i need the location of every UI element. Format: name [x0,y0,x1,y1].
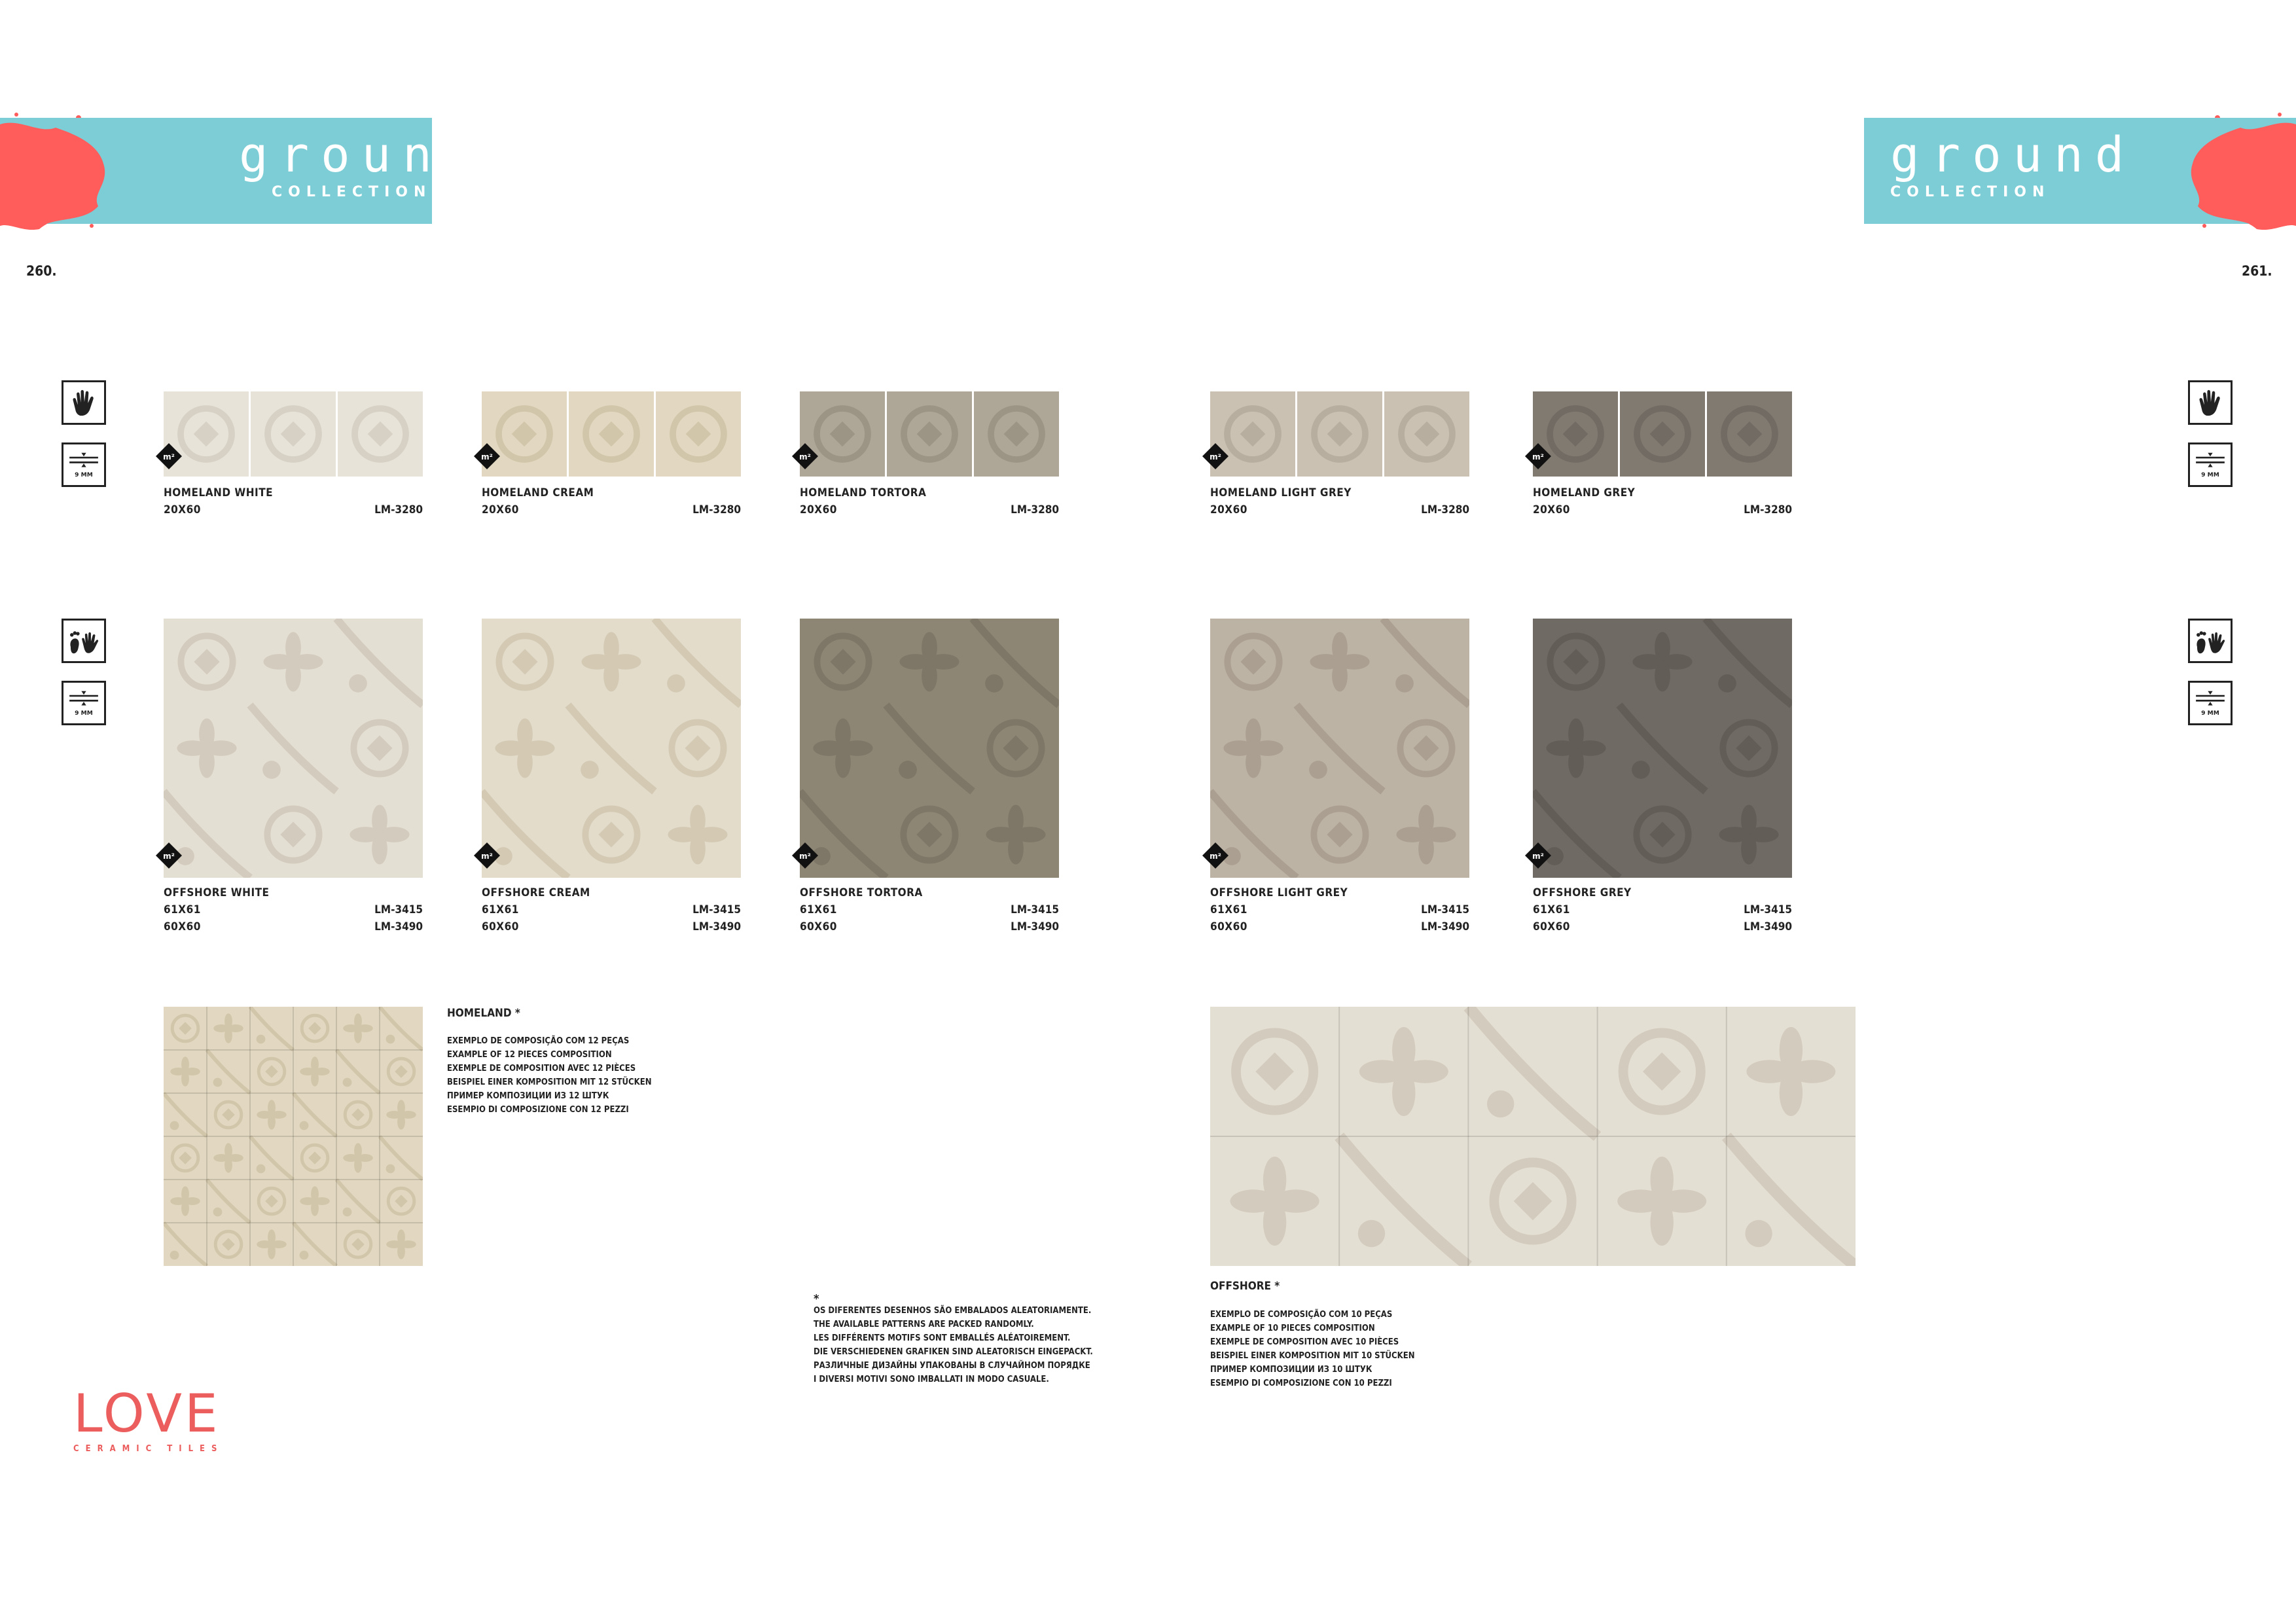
tile-size: 61X61 [164,903,201,916]
thickness-icon [62,681,106,725]
svg-text:m²: m² [799,852,811,861]
tile-code: LM-3280 [1011,503,1059,516]
text-line: ESEMPIO DI COMPOSIZIONE CON 12 PEZZI [447,1105,629,1115]
text-line: DIE VERSCHIEDENEN GRAFIKEN SIND ALEATORISCH EINGEPACKT. [814,1347,1093,1357]
tile-name: OFFSHORE LIGHT GREY [1210,886,1348,899]
tile-size: 20X60 [1533,503,1570,516]
text-line: THE AVAILABLE PATTERNS ARE PACKED RANDOMLY. [814,1320,1034,1329]
svg-text:m²: m² [799,452,811,461]
paint-splat-left-overlay [0,111,115,232]
logo-tagline: CERAMIC TILES [73,1444,224,1454]
offshore-composition-title: OFFSHORE * [1210,1280,1280,1293]
text-line: ПРИМЕР КОМПОЗИЦИИ ИЗ 12 ШТУК [447,1091,609,1101]
tile-name: OFFSHORE GREY [1533,886,1632,899]
m2-badge-icon [473,841,501,870]
svg-text:m²: m² [481,452,493,461]
svg-text:m²: m² [1532,852,1544,861]
svg-text:9 MM: 9 MM [75,710,93,717]
tile-name: OFFSHORE WHITE [164,886,270,899]
text-line: LES DIFFÉRENTS MOTIFS SONT EMBALLÉS ALÉATOIREMENT. [814,1333,1071,1343]
page-number-right: 261. [2242,263,2272,279]
wall-tile-piece [338,391,423,477]
tile-size: 60X60 [800,920,837,933]
tile-code: LM-3415 [1011,903,1059,916]
wall-tile-piece [251,391,336,477]
tile-size: 20X60 [164,503,201,516]
floor-tile-image [482,619,741,878]
text-line: EXEMPLE DE COMPOSITION AVEC 10 PIÈCES [1210,1337,1399,1347]
tile-code: LM-3490 [1011,920,1059,933]
tile-code: LM-3280 [374,503,423,516]
floor-tile-foot-icon [2188,619,2233,663]
wall-tile-hand-icon [62,380,106,425]
paint-splat-right-overlay [2181,111,2296,232]
svg-text:9 MM: 9 MM [2201,472,2219,479]
tile-size: 20X60 [1210,503,1247,516]
tile-code: LM-3490 [374,920,423,933]
tile-size: 60X60 [1210,920,1247,933]
collection-subtitle: COLLECTION [272,184,432,200]
tile-name: HOMELAND TORTORA [800,486,927,499]
wall-tile-piece [974,391,1059,477]
tile-code: LM-3490 [692,920,741,933]
text-line: BEISPIEL EINER KOMPOSITION MIT 10 STÜCKEN [1210,1351,1415,1361]
svg-text:9 MM: 9 MM [75,472,93,479]
tile-size: 20X60 [800,503,837,516]
collection-title: ground [1890,127,2136,183]
text-line: ПРИМЕР КОМПОЗИЦИИ ИЗ 10 ШТУК [1210,1365,1372,1375]
floor-tile-image [1210,619,1469,878]
tile-size: 60X60 [482,920,519,933]
tile-size: 61X61 [1210,903,1247,916]
tile-name: HOMELAND GREY [1533,486,1636,499]
tile-size: 61X61 [1533,903,1570,916]
tile-size: 61X61 [482,903,519,916]
m2-badge-icon [1524,841,1552,870]
text-line: EXEMPLO DE COMPOSIÇÃO COM 12 PEÇAS [447,1036,630,1046]
text-line: EXEMPLE DE COMPOSITION AVEC 12 PIÈCES [447,1064,636,1074]
wall-tile-piece [887,391,972,477]
text-line: EXEMPLO DE COMPOSIÇÃO COM 10 PEÇAS [1210,1310,1393,1320]
floor-tile-image [164,619,423,878]
text-line: РАЗЛИЧНЫЕ ДИЗАЙНЫ УПАКОВАНЫ В СЛУЧАЙНОМ ПОРЯДКЕ [814,1361,1090,1371]
tile-name: HOMELAND CREAM [482,486,594,499]
svg-text:m²: m² [1210,452,1221,461]
logo-wordmark: LOVE [73,1383,221,1444]
m2-badge-icon [791,841,819,870]
homeland-composition-text [447,1034,651,1117]
tile-size: 60X60 [164,920,201,933]
wall-tile-piece [656,391,741,477]
wall-tile-piece [1620,391,1705,477]
m2-badge-icon [1201,442,1230,471]
offshore-composition-image [1210,1007,1856,1266]
svg-text:m²: m² [1532,452,1544,461]
collection-title: ground [239,127,485,183]
random-pattern-note [814,1292,1093,1386]
text-line: ESEMPIO DI COMPOSIZIONE CON 10 PEZZI [1210,1379,1392,1388]
floor-tile-image [1533,619,1792,878]
thickness-icon [2188,681,2233,725]
m2-badge-icon [154,442,183,471]
floor-tile-foot-icon [62,619,106,663]
m2-badge-icon [1524,442,1552,471]
tile-code: LM-3280 [1744,503,1792,516]
floor-tile-image [800,619,1059,878]
wall-tile-piece [1297,391,1382,477]
text-line: BEISPIEL EINER KOMPOSITION MIT 12 STÜCKEN [447,1077,652,1087]
page-number-left: 260. [26,263,57,279]
tile-size: 60X60 [1533,920,1570,933]
tile-size: 61X61 [800,903,837,916]
wall-tile-hand-icon [2188,380,2233,425]
tile-code: LM-3415 [692,903,741,916]
tile-name: OFFSHORE CREAM [482,886,590,899]
svg-text:9 MM: 9 MM [2201,710,2219,717]
wall-tile-piece [1384,391,1469,477]
tile-code: LM-3280 [692,503,741,516]
m2-badge-icon [1201,841,1230,870]
love-ceramic-tiles-logo [73,1383,224,1454]
tile-size: 20X60 [482,503,519,516]
tile-code: LM-3280 [1421,503,1469,516]
tile-code: LM-3415 [374,903,423,916]
wall-tile-piece [1707,391,1792,477]
m2-badge-icon [791,442,819,471]
m2-badge-icon [154,841,183,870]
homeland-composition-title: HOMELAND * [447,1007,520,1020]
thickness-icon [62,442,106,487]
tile-name: HOMELAND WHITE [164,486,274,499]
svg-text:m²: m² [163,852,175,861]
text-line: OS DIFERENTES DESENHOS SÃO EMBALADOS ALEATORIAMENTE. [814,1306,1092,1316]
text-line: EXAMPLE OF 10 PIECES COMPOSITION [1210,1324,1375,1333]
offshore-composition-text [1210,1308,1414,1390]
thickness-icon [2188,442,2233,487]
tile-name: HOMELAND LIGHT GREY [1210,486,1352,499]
tile-code: LM-3415 [1744,903,1792,916]
wall-tile-piece [569,391,654,477]
collection-subtitle: COLLECTION [1890,184,2051,200]
tile-code: LM-3415 [1421,903,1469,916]
text-line: I DIVERSI MOTIVI SONO IMBALLATI IN MODO CASUALE. [814,1375,1049,1384]
m2-badge-icon [473,442,501,471]
svg-text:m²: m² [481,852,493,861]
tile-code: LM-3490 [1744,920,1792,933]
svg-text:m²: m² [163,452,175,461]
svg-text:m²: m² [1210,852,1221,861]
text-line: EXAMPLE OF 12 PIECES COMPOSITION [447,1050,612,1060]
homeland-composition-image [164,1007,423,1266]
tile-code: LM-3490 [1421,920,1469,933]
note-marker: * [814,1292,819,1306]
tile-name: OFFSHORE TORTORA [800,886,923,899]
